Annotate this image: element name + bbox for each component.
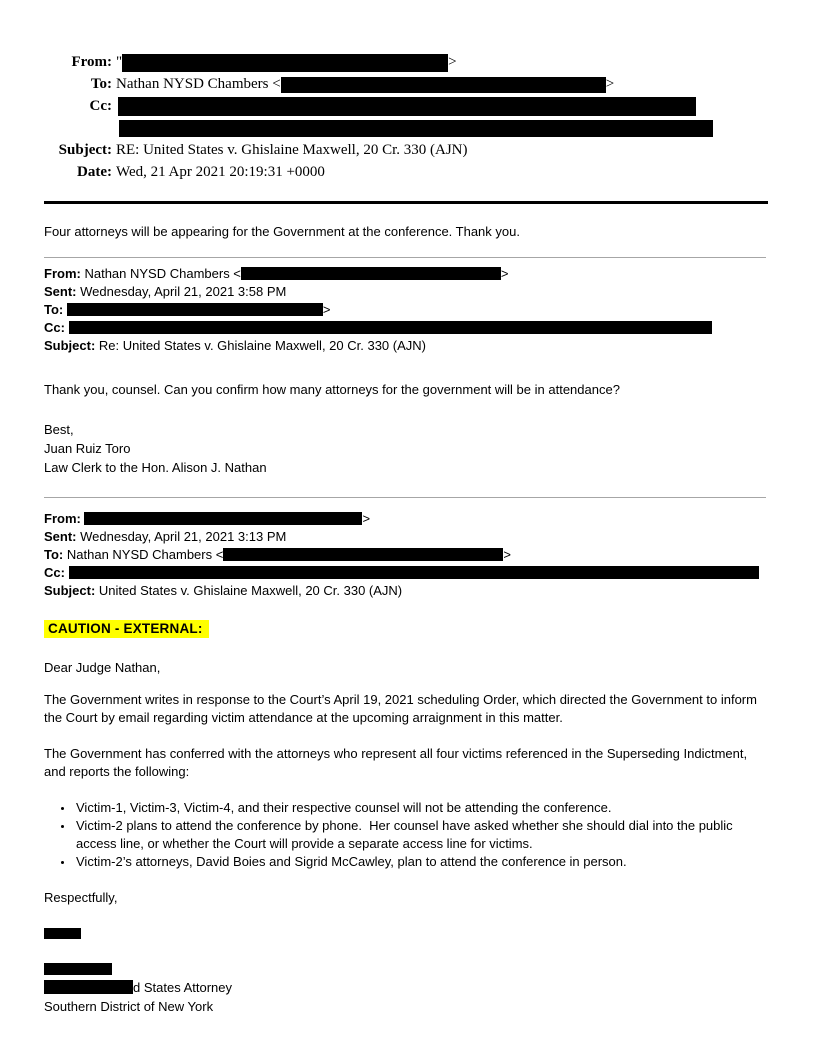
angle-bracket: > (448, 54, 457, 70)
list-item: • Victim-2’s attorneys, David Boies and Sigrid McCawley, plan to attend the conference in person. (74, 853, 768, 871)
email1-to-label: To: (90, 76, 112, 92)
email3-sent-label: Sent: (44, 529, 77, 544)
email3-to-row (44, 546, 772, 564)
email1-header (44, 51, 772, 183)
email1-date-value: Wed, 21 Apr 2021 20:19:31 +0000 (116, 164, 325, 180)
quoted-email-divider (44, 497, 766, 498)
email3-closing: Respectfully, (44, 890, 118, 905)
email3-from-label: From: (44, 511, 81, 526)
email1-subject-label: Subject: (58, 142, 112, 158)
email3-cc-label: Cc: (44, 565, 65, 580)
email2-sent-value: Wednesday, April 21, 2021 3:58 PM (80, 284, 287, 299)
email2-subject-row (44, 337, 772, 355)
email1-subject-value: RE: United States v. Ghislaine Maxwell, 20 Cr. 330 (AJN) (116, 142, 468, 158)
email1-cc-row (44, 95, 772, 117)
email1-from-row (44, 51, 772, 73)
email1-date-label: Date: (77, 164, 112, 180)
email3-paragraph: The Government has conferred with the attorneys who represent all four victims referenced in the Superseding Indictment, and reports the following: (44, 746, 748, 779)
email1-from-value (112, 51, 457, 73)
email1-to-row (44, 73, 772, 95)
signer-office: Southern District of New York (44, 999, 214, 1014)
email3-cc-row (44, 564, 772, 582)
redaction-bar (119, 120, 713, 137)
email1-cc-value-2 (112, 117, 713, 139)
email1-from-label: From: (71, 54, 112, 70)
angle-bracket: > (362, 511, 371, 526)
recipient-name: Nathan NYSD Chambers < (66, 547, 224, 562)
email2-cc-label: Cc: (44, 320, 65, 335)
redaction-bar (69, 566, 759, 579)
list-item: • Victim-1, Victim-3, Victim-4, and their respective counsel will not be attending the conference. (74, 799, 768, 817)
email3-sent-value: Wednesday, April 21, 2021 3:13 PM (80, 529, 287, 544)
angle-bracket: > (322, 302, 331, 317)
signature-line: Juan Ruiz Toro (44, 441, 131, 456)
email1-to-value (112, 73, 614, 95)
empty-label (44, 117, 112, 139)
email2-subject-label: Subject: (44, 338, 96, 353)
email2-subject-value: Re: United States v. Ghislaine Maxwell, 20 Cr. 330 (AJN) (98, 338, 426, 353)
signature-line: Best, (44, 422, 74, 437)
email2-header (44, 265, 772, 355)
signer-title-visible-text: d States Attorney (133, 980, 233, 995)
email1-cc-label: Cc: (89, 98, 112, 114)
email1-body-text: Four attorneys will be appearing for the Government at the conference. Thank you. (44, 224, 520, 239)
email2-to-label: To: (44, 302, 64, 317)
quoted-email-divider (44, 257, 766, 258)
quote-char: " (116, 54, 123, 70)
email3-paragraph: The Government writes in response to the Court’s April 19, 2021 scheduling Order, which directed the Government to inform the Court by email regarding victim attendance at the upcoming arraignment in this matter. (44, 692, 757, 725)
redaction-bar (118, 97, 696, 116)
email2-sent-row (44, 283, 772, 301)
email2-to-row (44, 301, 772, 319)
signer-title-row (44, 979, 772, 997)
redaction-bar (67, 303, 323, 316)
angle-bracket: > (605, 76, 615, 92)
email3-subject-value: United States v. Ghislaine Maxwell, 20 Cr. 330 (AJN) (98, 583, 403, 598)
email1-cc-value (112, 95, 696, 117)
email3-to-label: To: (44, 547, 64, 562)
redaction-bar (69, 321, 712, 334)
email3-subject-label: Subject: (44, 583, 96, 598)
redaction-bar (281, 77, 606, 93)
caution-banner-row (44, 620, 772, 638)
email2-from-row (44, 265, 772, 283)
email1-subject-row (44, 139, 772, 161)
email3-subject-row (44, 582, 772, 600)
email2-from-label: From: (44, 266, 81, 281)
email2-signature (44, 420, 772, 477)
victim-attendance-list (44, 799, 768, 871)
redaction-bar (223, 548, 503, 561)
redaction-bar (44, 980, 133, 994)
redaction-bar (122, 54, 448, 72)
header-separator-rule (44, 201, 768, 204)
redaction-bar-signature (44, 928, 81, 939)
email1-date-row (44, 161, 772, 183)
email2-sent-label: Sent: (44, 284, 77, 299)
email3-header (44, 510, 772, 600)
email2-cc-row (44, 319, 772, 337)
redaction-bar (241, 267, 501, 280)
email3-sent-row (44, 528, 772, 546)
angle-bracket: > (503, 547, 511, 562)
email1-cc-row-2 (44, 117, 772, 139)
sender-name: Nathan NYSD Chambers < (84, 266, 241, 281)
signature-line: Law Clerk to the Hon. Alison J. Nathan (44, 460, 267, 475)
email3-from-row (44, 510, 772, 528)
redaction-bar (84, 512, 362, 525)
redaction-bar-signer-name (44, 963, 112, 975)
caution-external-banner: CAUTION - EXTERNAL: (44, 620, 209, 638)
email3-salutation: Dear Judge Nathan, (44, 660, 161, 675)
list-item: • Victim-2 plans to attend the conference by phone. Her counsel have asked whether she should dial into the public access line, or whether the Court will provide a separate access line for victims. (74, 817, 768, 853)
angle-bracket: > (500, 266, 509, 281)
email2-body-text: Thank you, counsel. Can you confirm how many attorneys for the government will be in attendance? (44, 382, 620, 397)
recipient-name: Nathan NYSD Chambers < (116, 76, 281, 92)
